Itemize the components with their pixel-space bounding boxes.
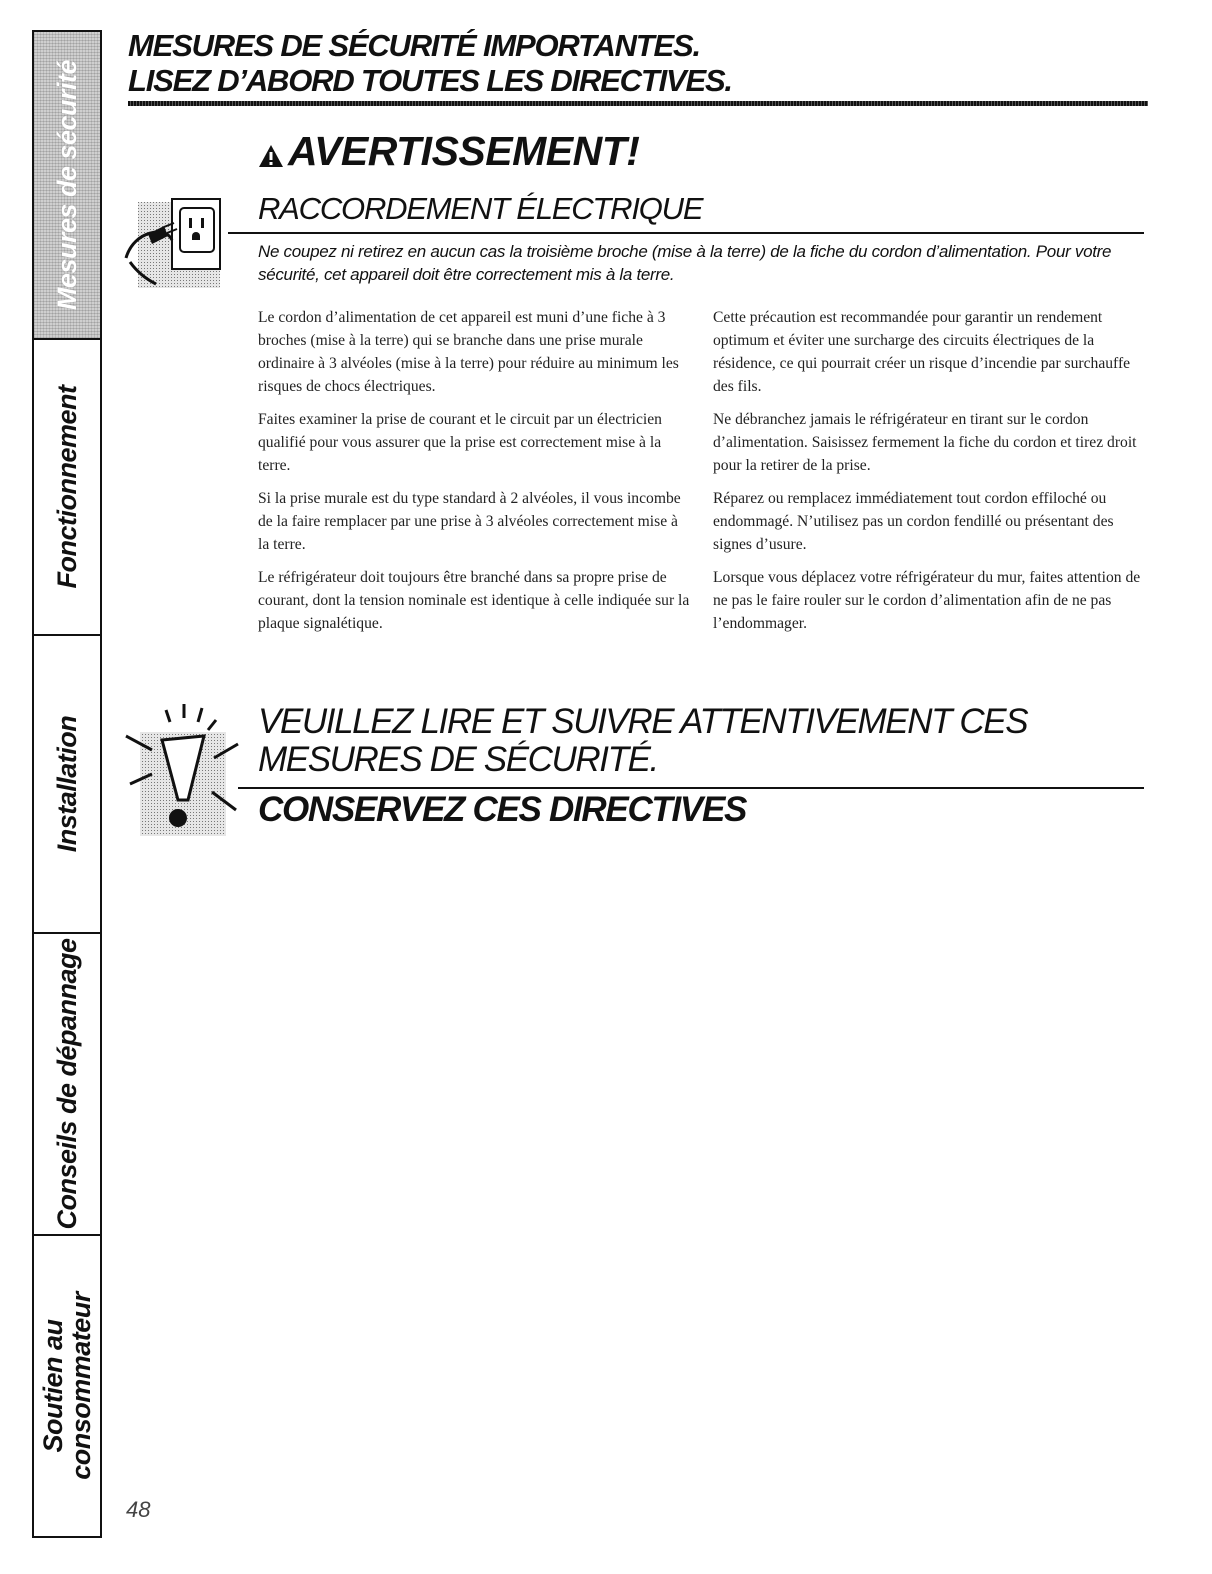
reminder-line-2: MESURES DE SÉCURITÉ. — [258, 740, 658, 779]
page-header — [128, 28, 1148, 98]
paragraph: Le cordon d’alimentation de cet appareil est muni d’une fiche à 3 broches (mise à la terre) qui se branche dans une prise murale ordinaire à 3 alvéoles (mise à la terre) pour réduire au minimum les risques de chocs électriques. — [258, 309, 679, 395]
tab-fonctionnement[interactable] — [34, 340, 100, 636]
paragraph: Cette précaution est recommandée pour garantir un rendement optimum et éviter une surcharge des circuits électriques de la résidence, ce qui pourrait créer un risque d’incendie par surchauffe des fils. — [713, 309, 1131, 395]
reminder-rule — [238, 787, 1144, 789]
tab-label: Installation — [52, 715, 82, 853]
paragraph: Réparez ou remplacez immédiatement tout cordon effiloché ou endommagé. N’utilisez pas un cordon fendillé ou présentant des signes d’usure. — [713, 490, 1114, 553]
paragraph: Lorsque vous déplacez votre réfrigérateur du mur, faites attention de ne pas le faire rouler sur le cordon d’alimentation afin de ne pas l’endommager. — [713, 569, 1141, 632]
left-column — [258, 306, 690, 645]
tab-installation[interactable] — [34, 636, 100, 934]
warning-lead-text: Ne coupez ni retirez en aucun cas la troisième broche (mise à la terre) de la fiche du cordon d’alimentation. Pour votre sécurité, cet appareil doit être correctement mis à la terre. — [258, 242, 1112, 284]
paragraph: Le réfrigérateur doit toujours être branché dans sa propre prise de courant, dont la tension nominale est identique à celle indiquée sur la plaque signalétique. — [258, 569, 690, 632]
reminder-line-1: VEUILLEZ LIRE ET SUIVRE ATTENTIVEMENT CES — [258, 702, 1028, 741]
page-number: 48 — [126, 1497, 151, 1522]
paragraph: Si la prise murale est du type standard à 2 alvéoles, il vous incombe de la faire remplacer par une prise à 3 alvéoles correctement mise à la terre. — [258, 490, 681, 553]
section-rule — [228, 232, 1144, 234]
tab-label: Fonctionnement — [52, 385, 82, 589]
tab-conseils-de-depannage[interactable] — [34, 934, 100, 1236]
tab-mesures-de-securite[interactable] — [34, 32, 100, 340]
header-line-1: MESURES DE SÉCURITÉ IMPORTANTES. — [128, 28, 700, 63]
save-instructions-label: CONSERVEZ CES DIRECTIVES — [258, 790, 747, 829]
exclamation-alert-icon — [112, 692, 252, 842]
paragraph: Faites examiner la prise de courant et le circuit par un électricien qualifié pour vous assurer que la prise est correctement mise à la terre. — [258, 411, 662, 474]
header-line-2: LISEZ D’ABORD TOUTES LES DIRECTIVES. — [128, 63, 732, 98]
electrical-plug-icon — [120, 196, 240, 296]
tab-soutien-au-consommateur[interactable] — [34, 1236, 100, 1536]
section-tab-bar — [32, 30, 102, 1538]
warning-triangle-icon — [258, 131, 284, 178]
reminder-title — [258, 703, 1138, 779]
header-rule — [128, 101, 1148, 106]
section-heading-electrical: RACCORDEMENT ÉLECTRIQUE — [258, 191, 703, 226]
tab-label: Mesures de sécurité — [52, 59, 82, 311]
warning-title: AVERTISSEMENT! — [258, 128, 639, 178]
tab-label: Soutien au consommateur — [38, 1292, 96, 1480]
paragraph: Ne débranchez jamais le réfrigérateur en tirant sur le cordon d’alimentation. Saisissez fermement la fiche du cordon et tirez droit pour la retirer de la prise. — [713, 411, 1137, 474]
tab-label: Conseils de dépannage — [52, 938, 82, 1230]
right-column — [713, 306, 1145, 645]
